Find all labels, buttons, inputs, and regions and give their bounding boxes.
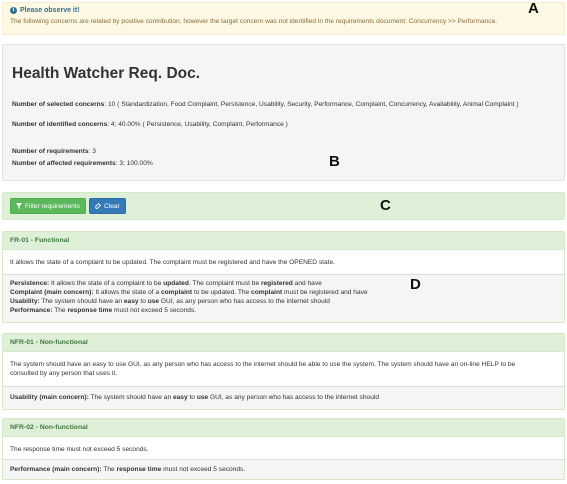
requirement-text-line: The system should have an easy to use GUI, as any person who has access to the internet should be able to use the system. The system should have an on-line HELP to be [10, 361, 516, 368]
requirements-count-value: : 3 [88, 148, 96, 155]
annotation-d: D [410, 276, 421, 293]
info-icon: i [10, 7, 17, 14]
requirement-title: FR-01 - Functional [3, 232, 564, 250]
requirement-panel-fr-01 [2, 231, 565, 323]
filter-toolbar [2, 192, 565, 220]
requirement-text [3, 437, 564, 460]
warning-alert [2, 2, 565, 35]
affected-requirements-value: : 3; 100.00% [115, 160, 153, 167]
clear-button-label: Clear [103, 202, 120, 210]
requirement-text [3, 250, 564, 275]
requirements-count-label: Number of requirements [12, 148, 89, 155]
concern-list [3, 387, 564, 409]
concern-persistence: Persistence: It allows the state of a complaint to be updated. The complaint must be registered and have [10, 280, 322, 287]
requirement-text [3, 352, 564, 387]
filter-requirements-button[interactable] [10, 198, 86, 214]
concern-list [3, 275, 564, 322]
requirement-panel-nfr-01 [2, 333, 565, 410]
annotation-a: A [528, 0, 539, 17]
annotation-b: B [329, 153, 340, 170]
concern-usability: Usability: The system should have an easy to use GUI, as any person who has access to the internet should [10, 298, 330, 305]
concern-usability: Usability (main concern): The system should have an easy to use GUI, as any person who has access to the internet should [10, 394, 379, 401]
filter-icon [16, 203, 22, 209]
affected-requirements-stat [12, 160, 542, 168]
requirement-title: NFR-01 - Non-functional [3, 334, 564, 352]
page-title: Health Watcher Req. Doc. [12, 65, 201, 82]
alert-title [10, 7, 557, 14]
requirement-title: NFR-02 - Non-functional [3, 419, 564, 437]
selected-concerns-stat [12, 101, 542, 109]
alert-title-text: Please observe it! [20, 7, 80, 14]
concern-list [3, 460, 564, 479]
filter-button-label: Filter requirements [25, 202, 80, 210]
alert-message: The following concerns are related by positive contribution, however the target concern was not identified in the requirements document: Concurrency >> Performance. [10, 18, 498, 25]
clear-button[interactable] [89, 198, 126, 214]
selected-concerns-label: Number of selected concerns [12, 101, 105, 108]
concern-performance: Performance (main concern): The response time must not exceed 5 seconds. [10, 466, 246, 473]
concern-performance: Performance: The response time must not exceed 5 seconds. [10, 307, 197, 314]
identified-concerns-value: : 4; 40.00% ( Persistence, Usability, Complaint, Performance ) [107, 121, 288, 128]
requirement-text-line: The response time must not exceed 5 seconds. [10, 446, 149, 453]
eraser-icon [95, 203, 101, 209]
requirement-text-line: It allows the state of a complaint to be updated. The complaint must be registered and have the OPENED state. [10, 259, 335, 266]
concern-complaint: Complaint (main concern): It allows the state of a complaint to be updated. The complaint must be registered and have [10, 289, 368, 296]
requirement-panel-nfr-02 [2, 418, 565, 480]
requirement-text-line: consulted by any person that uses it. [10, 370, 118, 377]
annotation-c: C [380, 197, 391, 214]
identified-concerns-label: Number of identified concerns [12, 121, 108, 128]
selected-concerns-value: : 10 ( Standardization, Food Complaint, Persistence, Usability, Security, Performance, Complaint, Concurrency, Availability, Animal Complaint ) [104, 101, 519, 108]
affected-requirements-label: Number of affected requirements [12, 160, 116, 167]
identified-concerns-stat [12, 121, 542, 129]
requirements-count-stat [12, 148, 542, 156]
document-summary [2, 44, 565, 181]
